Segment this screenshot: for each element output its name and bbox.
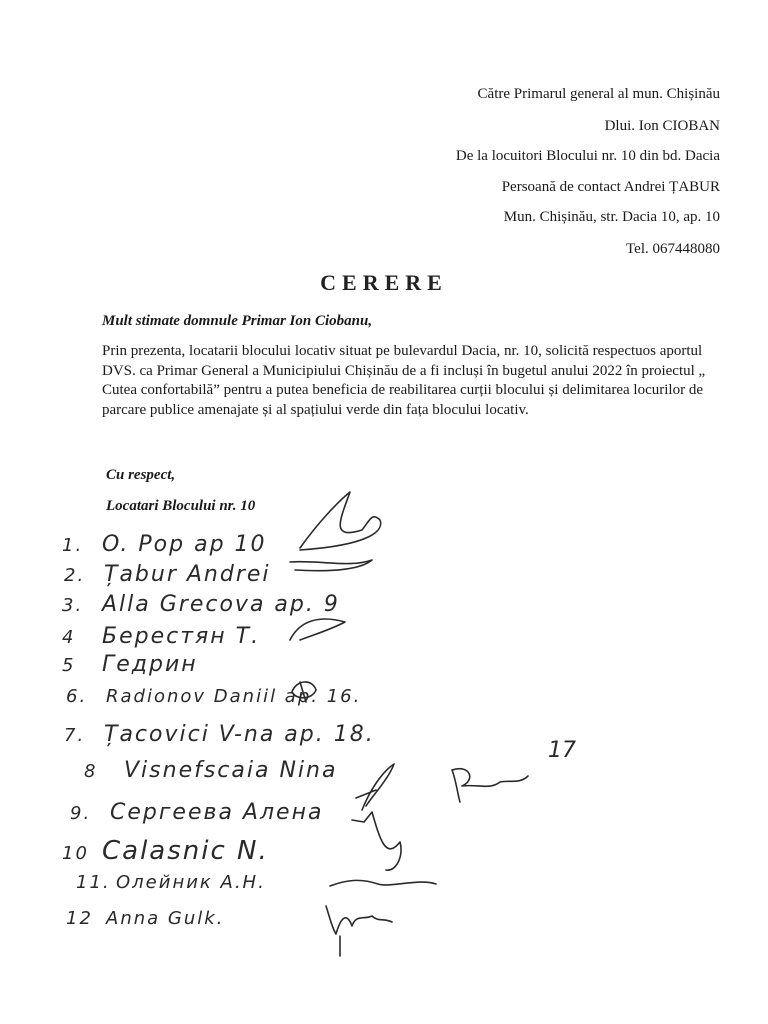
signature-number: 6. bbox=[66, 686, 88, 707]
contact-address: Mun. Chișinău, str. Dacia 10, ap. 10 bbox=[503, 209, 720, 225]
signature-name: Calasnic N. bbox=[102, 836, 269, 866]
signature-number: 5 bbox=[62, 655, 76, 676]
signature-number: 11. bbox=[76, 872, 111, 893]
signature-scribble-1 bbox=[300, 492, 381, 550]
salutation: Mult stimate domnule Primar Ion Ciobanu, bbox=[102, 313, 373, 329]
signature-name: Гедрин bbox=[102, 652, 198, 677]
signature-name: O. Pop ap 10 bbox=[102, 532, 267, 557]
request-body: Prin prezenta, locatarii blocului locativ situat pe bulevardul Dacia, nr. 10, solicită respectuos aportul DVS. ca Primar General a Municipiului Chișinău de a fi incluși în bugetul anului 2022 în proiectul „ Cutea confortabilă” pentru a putea beneficia de reabilitarea curții blocului și delimitarea locurilor de parcare publice amenajate și al spațiului verde din fața blocului locativ. bbox=[102, 343, 706, 418]
addressee-name: Dlui. Ion CIOBAN bbox=[604, 118, 720, 134]
sender-line: De la locuitori Blocului nr. 10 din bd. Dacia bbox=[455, 148, 720, 164]
signature-scribble-8 bbox=[330, 880, 436, 886]
signature-scribble-6 bbox=[452, 769, 528, 802]
signature-scribble-9 bbox=[326, 906, 392, 956]
signature-name: Radionov Daniil ap. 16. bbox=[106, 686, 362, 707]
signature-name: Олейник А.Н. bbox=[116, 872, 266, 893]
signature-number: 9. bbox=[70, 803, 92, 824]
signatories-label: Locatari Blocului nr. 10 bbox=[106, 498, 256, 514]
signature-scribble-5 bbox=[356, 764, 394, 810]
signature-name: Anna Gulk. bbox=[106, 908, 225, 929]
signature-number: 2. bbox=[64, 565, 86, 586]
signature-scribble-7 bbox=[352, 812, 401, 870]
signature-name: Visnefscaia Nina bbox=[124, 758, 338, 783]
signature-number: 3. bbox=[62, 595, 84, 616]
signature-number: 4 bbox=[62, 627, 76, 648]
signature-name: Берестян Т. bbox=[102, 624, 261, 649]
signature-name: Alla Grecova ap. 9 bbox=[102, 592, 340, 617]
document-title: CERERE bbox=[320, 270, 448, 295]
signature-number: 7. bbox=[64, 725, 86, 746]
contact-person: Persoană de contact Andrei ȚABUR bbox=[501, 179, 720, 195]
margin-note: 17 bbox=[548, 738, 576, 763]
signature-name: Сергеева Алена bbox=[110, 800, 324, 825]
signature-name: Țabur Andrei bbox=[104, 562, 271, 587]
addressee-line: Către Primarul general al mun. Chișinău bbox=[477, 86, 720, 102]
signature-scribble-2 bbox=[290, 560, 372, 571]
signature-number: 12 bbox=[66, 908, 93, 929]
signature-scribble-4 bbox=[292, 682, 316, 702]
signature-number: 10 bbox=[62, 843, 89, 864]
closing-regards: Cu respect, bbox=[106, 467, 176, 483]
signature-number: 1. bbox=[62, 535, 84, 556]
signature-name: Țacovici V-na ap. 18. bbox=[104, 722, 375, 747]
contact-phone: Tel. 067448080 bbox=[626, 241, 720, 257]
signature-scribble-3 bbox=[290, 619, 345, 640]
signature-number: 8 bbox=[84, 761, 98, 782]
